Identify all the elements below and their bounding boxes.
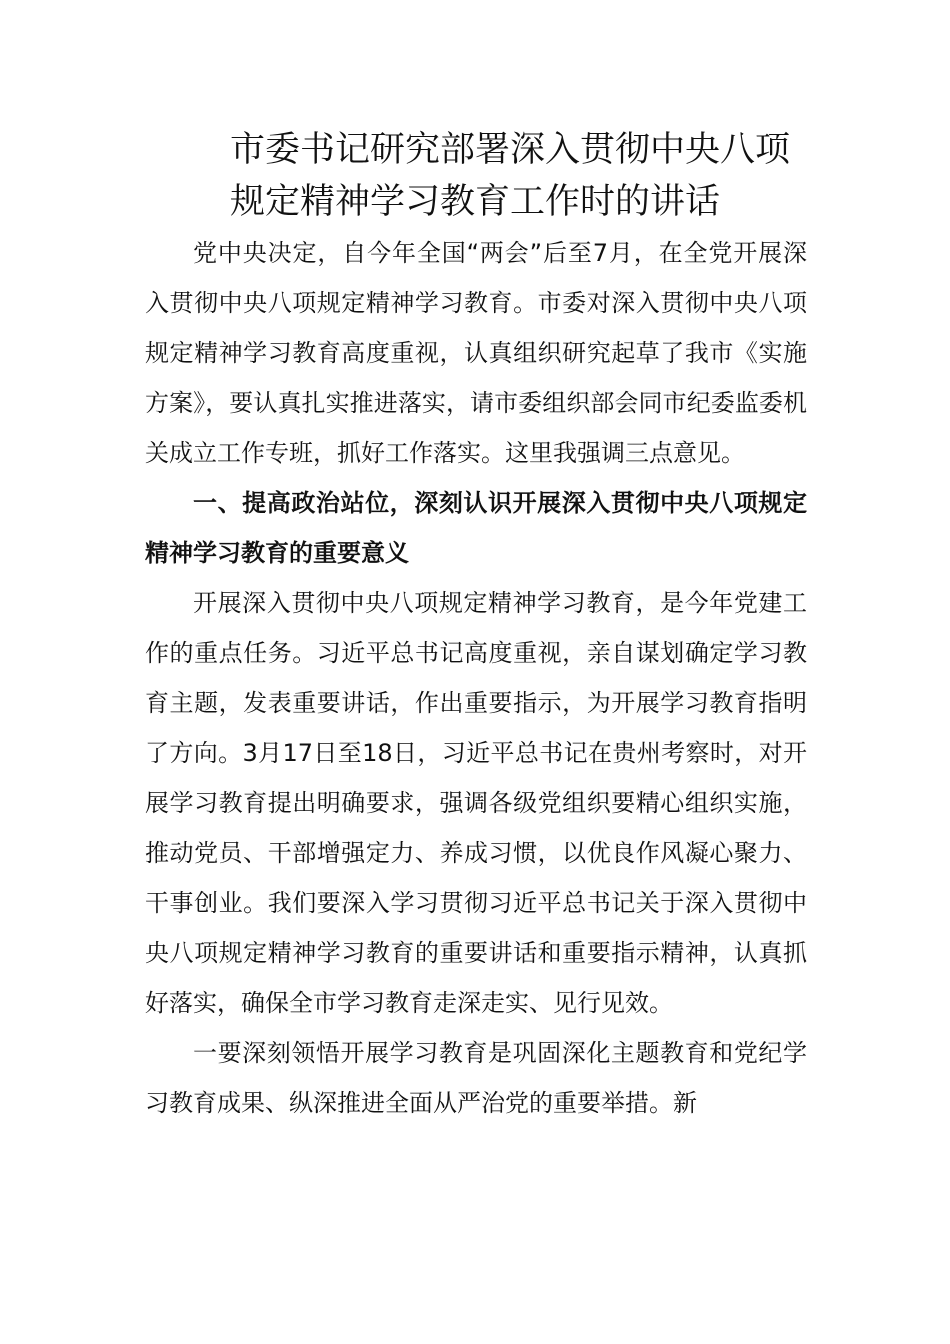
paragraph-point-1: 一要深刻领悟开展学习教育是巩固深化主题教育和党纪学习教育成果、纵深推进全面从严治党的重要举措。新 (145, 1039, 807, 1117)
title-line-1: 市委书记研究部署深入贯彻中央八项 (230, 130, 791, 170)
paragraph-section-1: 开展深入贯彻中央八项规定精神学习教育，是今年党建工作的重点任务。习近平总书记高度重视，亲自谋划确定学习教育主题，发表重要讲话，作出重要指示，为开展学习教育指明了方向。3月17日至18日，习近平总书记在贵州考察时，对开展学习教育提出明确要求，强调各级党组织要精心组织实施，推动党员、干部增强定力、养成习惯，以优良作风凝心聚力、干事创业。我们要深入学习贯彻习近平总书记关于深入贯彻中央八项规定精神学习教育的重要讲话和重要指示精神，认真抓好落实，确保全市学习教育走深走实、见行见效。 (145, 589, 807, 1017)
section-heading-1: 一、提高政治站位，深刻认识开展深入贯彻中央八项规定精神学习教育的重要意义 (145, 489, 807, 567)
document-body (145, 228, 807, 1128)
document-title (230, 124, 830, 228)
title-line-2: 规定精神学习教育工作时的讲话 (230, 182, 721, 222)
paragraph-intro: 党中央决定，自今年全国“两会”后至7月，在全党开展深入贯彻中央八项规定精神学习教育。市委对深入贯彻中央八项规定精神学习教育高度重视，认真组织研究起草了我市《实施方案》，要认真扎实推进落实，请市委组织部会同市纪委监委机关成立工作专班，抓好工作落实。这里我强调三点意见。 (145, 239, 807, 467)
